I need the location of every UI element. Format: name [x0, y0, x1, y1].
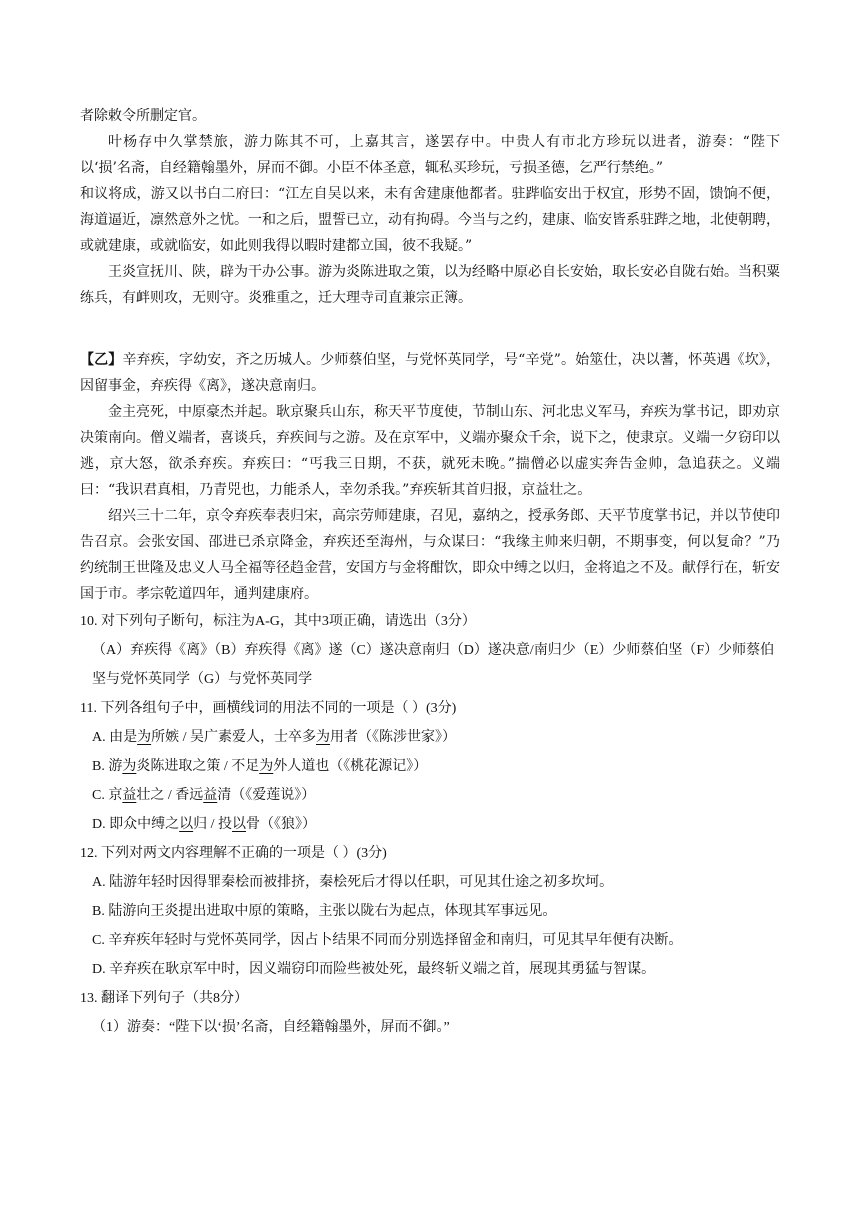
- document-body: [80, 103, 780, 1042]
- passage-b-text: 辛弃疾，字幼安，齐之历城人。少师蔡伯坚，与党怀英同学，号“辛党”。始筮仕，决以蓍，怀英遇《坎》，因留事金，弃疾得《离》，遂决意南归。: [80, 352, 781, 394]
- question-11-option-d: D. 即众中缚之以归 / 投以骨（《狼》）: [92, 817, 317, 832]
- passage-a-line: 者除敕令所删定官。: [80, 108, 206, 124]
- question-13-item-1: （1）游奏：“陛下以‘损’名斋，自经籍翰墨外，屏而不御。”: [92, 1020, 450, 1035]
- underlined-word: 以: [232, 817, 247, 832]
- underlined-word: 为: [316, 730, 331, 745]
- question-12-option-a: A. 陆游年轻时因得罪秦桧而被排挤，秦桧死后才得以任职，可见其仕途之初多坎坷。: [92, 875, 614, 890]
- underlined-word: 为: [122, 759, 137, 774]
- passage-a-paragraph: 和议将成，游又以书白二府曰：“江左自吴以来，未有舍建康他都者。驻跸临安出于权宜，形势不固，馈饷不便，海道逼近，凛然意外之忧。一和之后，盟誓已立，动有拘碍。今当与之约，建康、临安皆系驻跸之地，北使朝聘，或就建康，或就临安，如此则我得以暇时建都立国，彼不我疑。”: [80, 186, 780, 254]
- underlined-word: 为: [137, 730, 152, 745]
- question-13-stem: 13. 翻译下列句子（共8分）: [80, 991, 248, 1006]
- question-11-stem: 11. 下列各组句子中，画横线词的用法不同的一项是（ ）(3分): [80, 701, 457, 716]
- question-10-options: （A）弃疾得《离》（B）弃疾得《离》遂（C）遂决意南归（D）遂决意/南归少（E）少师蔡伯坚（F）少师蔡伯坚与党怀英同学（G）与党怀英同学: [92, 643, 775, 687]
- underlined-word: 益: [122, 788, 137, 803]
- underlined-word: 以: [179, 817, 194, 832]
- section-gap: [80, 311, 780, 347]
- passage-b-paragraph: 绍兴三十二年，京令弃疾奉表归宋，高宗劳师建康，召见，嘉纳之，授承务郎、天平节度掌书记，并以节使印告召京。会张安国、邵进已杀京降金，弃疾还至海州，与众谋曰：“我缘主帅来归朝，不期事变，何以复命？”乃约统制王世隆及忠义人马全福等径趋金营，安国方与金将酣饮，即众中缚之以归，金将追之不及。献俘行在，斩安国于市。孝宗乾道四年，通判建康府。: [80, 508, 780, 602]
- question-12-option-c: C. 辛弃疾年轻时与党怀英同学，因占卜结果不同而分别选择留金和南归，可见其早年便有决断。: [92, 933, 683, 948]
- underlined-word: 为: [259, 759, 274, 774]
- passage-b-paragraph: 金主亮死，中原豪杰并起。耿京聚兵山东，称天平节度使，节制山东、河北忠义军马，弃疾为掌书记，即劝京决策南向。僧义端者，喜谈兵，弃疾间与之游。及在京军中，义端亦聚众千余，说下之，使隶京。义端一夕窃印以逃，京大怒，欲杀弃疾。弃疾曰：“丐我三日期，不获，就死未晚。”揣僧必以虚实奔告金帅，急追获之。义端曰：“我识君真相，乃青兕也，力能杀人，幸勿杀我。”弃疾斩其首归报，京益壮之。: [80, 404, 780, 498]
- passage-a-paragraph: 王炎宣抚川、陕，辟为干办公事。游为炎陈进取之策，以为经略中原必自长安始，取长安必自陇右始。当积粟练兵，有衅则攻，无则守。炎雅重之，迁大理寺司直兼宗正簿。: [80, 264, 780, 306]
- question-10-stem: 10. 对下列句子断句，标注为A-G，其中3项正确，请选出（3分）: [80, 614, 476, 629]
- question-12-option-b: B. 陆游向王炎提出进取中原的策略，主张以陇右为起点，体现其军事远见。: [92, 904, 557, 919]
- question-11-option-a: A. 由是为所嫉 / 吴广素爱人，士卒多为用者（《陈涉世家》）: [92, 730, 457, 745]
- question-11-option-b: B. 游为炎陈进取之策 / 不足为外人道也（《桃花源记》）: [92, 759, 428, 774]
- underlined-word: 益: [203, 788, 218, 803]
- question-11-option-c: C. 京益壮之 / 香远益清（《爱莲说》）: [92, 788, 316, 803]
- question-12-option-d: D. 辛弃疾在耿京军中时，因义端窃印而险些被处死，最终斩义端之首，展现其勇猛与智谋。: [92, 962, 656, 977]
- passage-a-paragraph: 叶杨存中久掌禁旅，游力陈其不可，上嘉其言，遂罢存中。中贵人有市北方珍玩以进者，游奏：“陛下以‘损’名斋，自经籍翰墨外，屏而不御。小臣不体圣意，辄私买珍玩，亏损圣德，乞严行禁绝。”: [80, 134, 780, 176]
- passage-b-tag: 【乙】: [80, 352, 123, 368]
- passage-b-paragraph: [80, 347, 780, 399]
- question-12-stem: 12. 下列对两文内容理解不正确的一项是（ ）(3分): [80, 846, 387, 861]
